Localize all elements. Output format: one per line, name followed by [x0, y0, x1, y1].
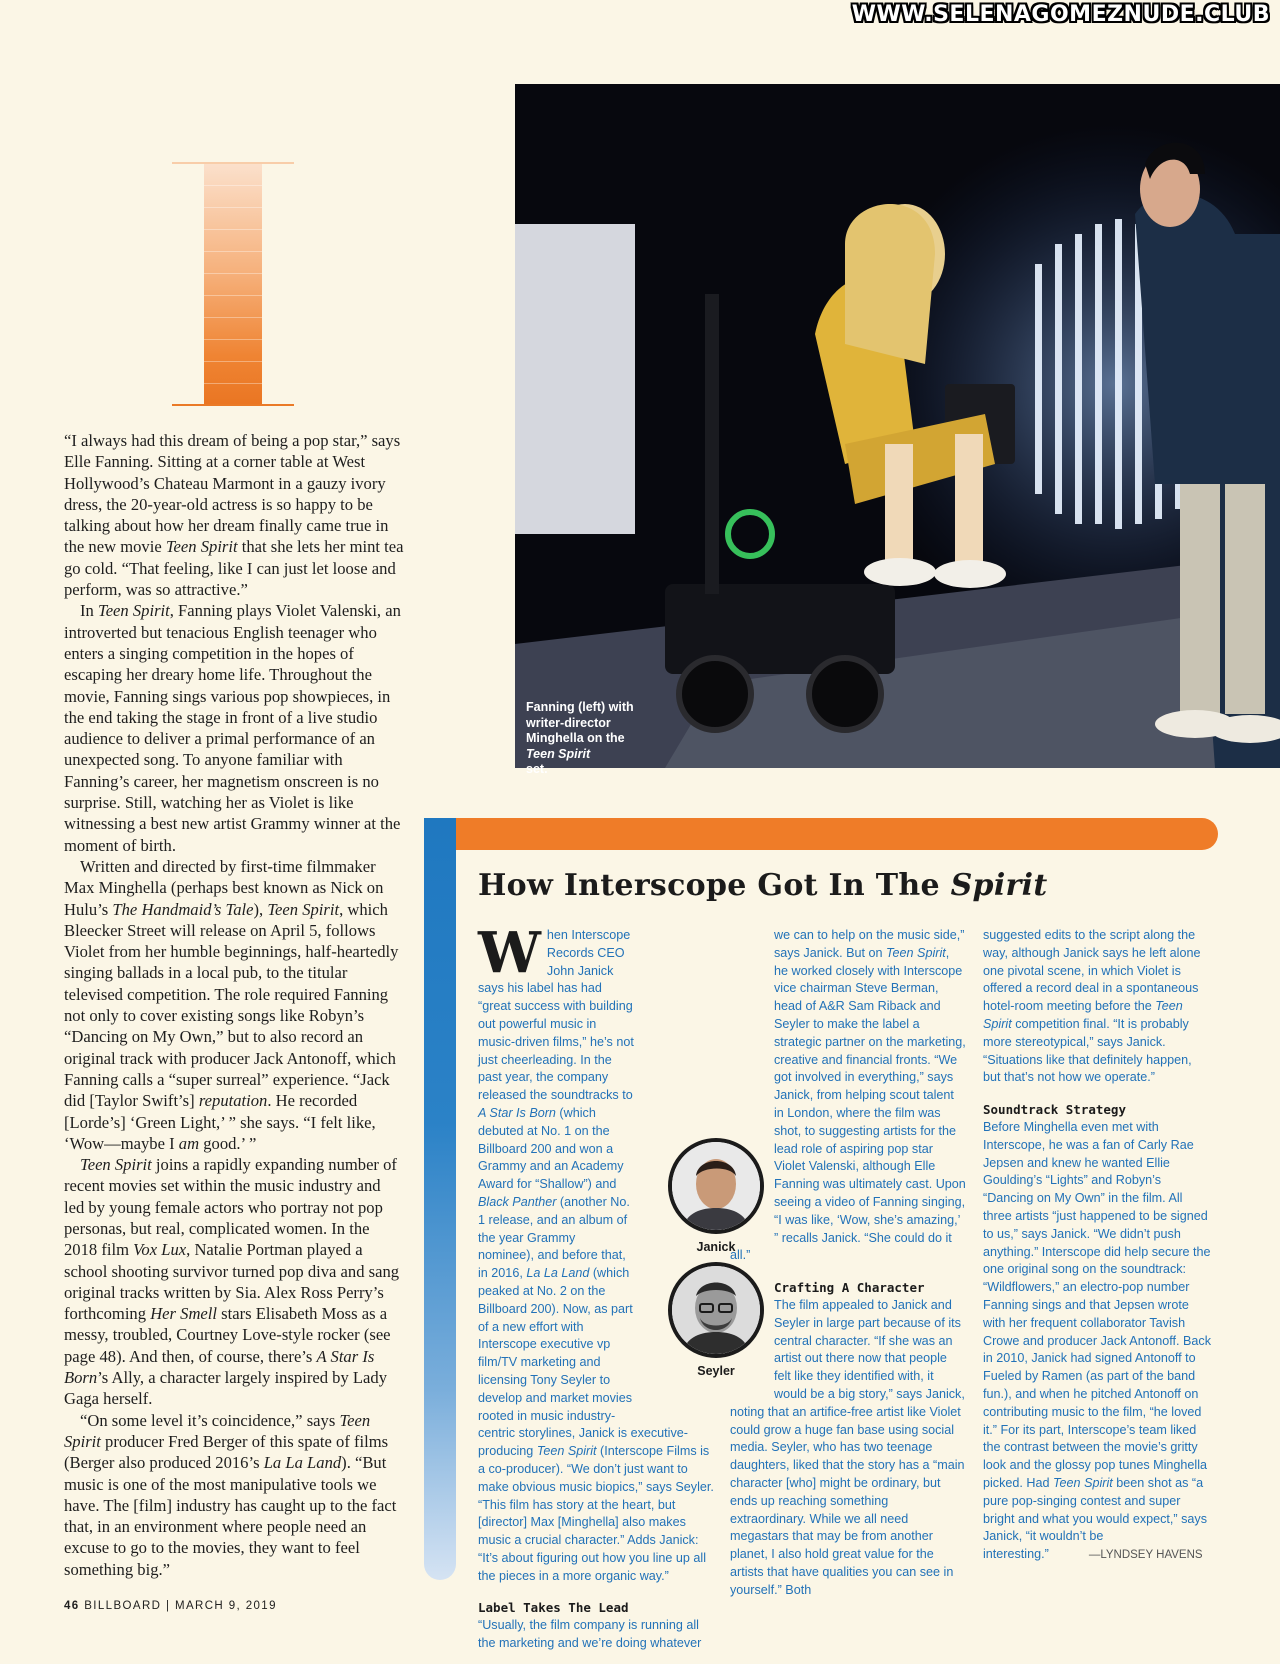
paragraph-italic-run: Teen Spirit — [97, 601, 170, 621]
dropcap-i-bottom-serif — [172, 404, 294, 406]
sidebar-col2-text-b — [730, 1297, 966, 1600]
caption-line — [526, 716, 646, 732]
paragraph-run: producer Fred Berger of this spate of films (Berger also produced 2016’s — [64, 1431, 389, 1473]
folio-separator: | — [165, 1600, 171, 1612]
paragraph-run: ), — [253, 899, 268, 919]
sidebar-column-2 — [730, 927, 966, 1599]
paragraph-italic-run: am — [178, 1133, 200, 1153]
caption-italic-run: Teen Spirit — [526, 746, 591, 761]
article-paragraph — [64, 1154, 404, 1410]
paragraph-run: , Fanning plays Violet Valenski, an introverted but tenacious English teenager who enters a singing competition in the hopes of escaping her dreary home life. Throughout the movie, Fanning sings various pop showpieces, in the end taking the stage in front of a live studio audience to deliver a primal performance of an unexpected song. To anyone familiar with Fanning’s career, her magnetism onscreen is no surprise. Still, watching her as Violet is like witnessing a best new artist Grammy winner at the moment of birth. — [64, 601, 401, 855]
paragraph-run: ). “But music is one of the most manipulative tools we have. The [film] industry has caught up to the fact that, in an environment where people need an excuse to go to the movies, they want to feel something big.” — [64, 1453, 397, 1579]
portrait-label-seyler: Seyler — [697, 1364, 735, 1378]
subhead-soundtrack-strategy: Soundtrack Strategy — [983, 1102, 1126, 1118]
text-run: Before Minghella even met with Interscope, he was a fan of Carly Rae Jepsen and knew he wanted Ellie Goulding’s “Lights” and Robyn’s “Dancing on My Own” in the film. All three artists “just happened to be signed to us,” says Janick. “We didn’t push anything.” Interscope did help secure the one original song on the soundtrack: “Wildflowers,” an electro-pop number Fanning sings and that Jepsen wrote with her frequent collaborator Tavish Crowe and producer Jack Antonoff. Back in 2010, Janick had signed Antonoff to Fueled by Ramen (as part of the band fun.), and when he pitched Antonoff on contributing music to the film, “he loved it.” For its part, Interscope’s team liked the contrast between the movie’s gritty look and the glossy pop tunes Minghella picked. Had — [983, 1119, 1211, 1490]
text-run: we can to help on the music side,” says Janick. But on — [774, 928, 965, 960]
paragraph-run: , Natalie Portman played a school shooting survivor turned pop diva and sang original tracks written by Sia. Alex Ross Perry’s forthcoming — [64, 1240, 400, 1324]
subhead-crafting-a-character: Crafting A Character — [774, 1280, 925, 1296]
sidebar-col3-runs-b — [983, 1120, 1211, 1561]
page-number: 46 — [64, 1600, 80, 1612]
paragraph-italic-run: Teen Spirit — [80, 1155, 152, 1175]
subhead-label-takes-the-lead: Label Takes The Lead — [478, 1600, 629, 1616]
sidebar-title-plain: How Interscope Got In The — [478, 868, 951, 903]
paragraph-run: In — [80, 601, 98, 621]
paragraph-italic-run: The Handmaid’s Tale — [112, 899, 254, 919]
caption-line — [526, 700, 646, 716]
portrait-seyler — [668, 1262, 764, 1358]
paragraph-run: . He recorded [Lorde’s] ‘Green Light,’ ” she says. “I felt like, ‘Wow—maybe I — [64, 1091, 376, 1153]
text-italic-run: Teen Spirit — [1053, 1475, 1113, 1490]
sidebar-blue-bar — [424, 818, 456, 1580]
paragraph-run: “On some level it’s coincidence,” says — [80, 1410, 340, 1430]
main-article-body — [64, 430, 404, 1580]
paragraph-italic-run: reputation — [198, 1091, 268, 1111]
portrait-label-janick: Janick — [696, 1240, 736, 1254]
paragraph-run: joins a rapidly expanding number of recent movies set within the music industry and led by young female actors who portray not pop personas, but real, complicated women. In the 2018 film — [64, 1155, 397, 1260]
sidebar-col1-continued — [478, 1617, 714, 1653]
set-photo-illustration — [515, 84, 1280, 768]
text-italic-run: Teen Spirit — [886, 945, 946, 960]
sidebar-col2-text-a — [730, 927, 966, 1265]
text-italic-run: Teen Spirit — [536, 1444, 597, 1459]
article-paragraph — [64, 430, 404, 600]
paragraph-italic-run: Teen Spirit — [165, 537, 238, 557]
set-photo — [515, 84, 1280, 768]
article-paragraph — [64, 856, 404, 1154]
paragraph-run: Written and directed by first-time filmmaker Max Minghella (perhaps best known as Nick on Hulu’s — [64, 856, 384, 919]
caption-run: Fanning (left) with — [526, 700, 634, 714]
text-run: “Usually, the film company is running all the marketing and we’re doing whatever — [478, 1618, 702, 1651]
portrait-janick — [668, 1138, 764, 1234]
issue-date: MARCH 9, 2019 — [174, 1600, 277, 1612]
caption-run: Minghella on the — [526, 731, 625, 745]
text-run: (which peaked at No. 2 on the Billboard 200). Now, as part of a new effort with Interscope executive vp film/TV marketing and licensing Tony Seyler to develop and market movies rooted in music industry-centric storylines, Janick is executive-producing — [478, 1266, 688, 1459]
sidebar-title-italic: Spirit — [950, 868, 1048, 903]
caption-run: writer-director — [526, 715, 611, 730]
text-run: , he worked closely with Interscope vice chairman Steve Berman, head of A&R Sam Riback and Seyler to make the label a strategic partner on the marketing, creative and financial fronts. “We got involved in everything,” says Janick, from helping scout talent in London, where the film was shot, to suggesting artists for the lead role of aspiring pop star Violet Valenski, although Elle Fanning was ultimately cast. Upon seeing a video of Fanning singing, “I was like, ‘Wow, she’s amazing,’ ” recalls Janick. “She could do it all.” — [730, 945, 966, 1263]
caption-line — [526, 731, 646, 747]
text-run: (Interscope Films is a co-producer). “We don’t just want to make obvious music biopics,” says Seyler. “This film has story at the heart, but [director] Max [Minghella] also makes music a crucial character.” Adds Janick: “It’s about figuring out how you line up all the pieces in a more organic way.” — [478, 1444, 714, 1583]
paragraph-italic-run: A Star Is Born — [64, 1346, 375, 1388]
sidebar-title — [478, 868, 1048, 903]
text-run: (which debuted at No. 1 on the Billboard 200 and won a Grammy and an Academy Award for “Shallow”) and — [478, 1105, 624, 1192]
paragraph-run: good.’ ” — [199, 1133, 257, 1153]
text-italic-run: Black Panther — [478, 1194, 557, 1209]
sidebar-orange-band — [456, 818, 1218, 850]
text-italic-run: A Star Is Born — [478, 1105, 556, 1120]
text-run: competition final. “It is probably more stereotypical,” says Janick. “Situations like that definitely happen, but that’s not how we operate.” — [983, 1016, 1192, 1085]
article-paragraph — [64, 1410, 404, 1580]
text-run: hen Interscope Records CEO John Janick says his label has had “great success with building out powerful music in music-driven films,” he’s not just cheerleading. In the past year, the company released the soundtracks to — [478, 928, 634, 1103]
caption-run: set. — [526, 762, 548, 776]
paragraph-run: that she lets her mint tea go cold. “That feeling, like I can just let loose and perform, was so attractive.” — [64, 537, 404, 600]
sidebar-col3-text-b — [983, 1119, 1211, 1565]
watermark: WWW.SELENAGOMEZNUDE.CLUB — [851, 2, 1270, 27]
text-run: been shot as “a pure pop-singing contest and super bright and what you would expect,” says Janick, “it wouldn’t be interesting.” — [983, 1475, 1208, 1562]
sidebar-column-3 — [983, 927, 1211, 1565]
text-italic-run: La La Land — [526, 1266, 590, 1281]
paragraph-italic-run: Teen Spirit — [64, 1410, 371, 1451]
paragraph-run: “I always had this dream of being a pop star,” says Elle Fanning. Sitting at a corner table at West Hollywood’s Chateau Marmont in a gauzy ivory dress, the 20-year-old actress is so happy to be talking about how her dream finally came true in the new movie — [64, 431, 401, 557]
portrait-seyler-illustration — [672, 1266, 760, 1354]
paragraph-italic-run: Teen Spirit — [267, 899, 340, 919]
paragraph-run: ’s Ally, a character largely inspired by Lady Gaga herself. — [64, 1368, 388, 1409]
paragraph-italic-run: Vox Lux — [133, 1240, 187, 1260]
text-run: The film appealed to Janick and Seyler in large part because of its central character. “If she was an artist out there now that people felt like they identified with, it would be a big story,” says Janick, noting that an artifice-free artist like Violet could grow a huge fan base using social media. Seyler, who has two teenage daughters, liked that the story has a “main character [who] might be ordinary, but ends up reaching something extraordinary. While we all need megastars that may be from another planet, I also hold great value for the artists that have qualities you can see in yourself.” Both — [730, 1297, 965, 1597]
paragraph-italic-run: La La Land — [263, 1453, 342, 1473]
photo-caption — [526, 700, 646, 778]
byline: —LYNDSEY HAVENS — [1088, 1549, 1203, 1562]
publication-name: BILLBOARD — [84, 1600, 162, 1612]
paragraph-run: stars Elisabeth Moss as a messy, troubled, Courtney Love-style rocker (see page 48). And then, of course, there’s — [64, 1304, 391, 1366]
article-paragraph — [64, 600, 404, 856]
text-italic-run: Teen Spirit — [983, 999, 1183, 1031]
dropcap-i — [172, 160, 294, 406]
dropcap-i-stem — [204, 164, 262, 404]
paragraph-run: , which Bleecker Street will release on April 5, follows Violet from her humble beginnings, half-heartedly singing ballads in a local pub, to the titular televised competition. The role required Fanning not only to cover existing songs like Robyn’s “Dancing on My Own,” but to also record an original track with producer Jack Antonoff, which Fanning calls a “super surreal” experience. “Jack did [Taylor Swift’s] — [64, 899, 399, 1111]
text-run: (another No. 1 release, and an album of the year Grammy nominee), and before that, in 2016, — [478, 1194, 630, 1281]
portrait-janick-illustration — [672, 1142, 760, 1230]
sidebar-col3-text-a — [983, 927, 1211, 1087]
paragraph-italic-run: Her Smell — [150, 1304, 218, 1324]
sidebar-dropcap: W — [478, 920, 541, 986]
text-run: suggested edits to the script along the way, although Janick says he left alone one pivotal scene, in which Violet is offered a record deal in a spontaneous hotel-room meeting before the — [983, 928, 1201, 1014]
caption-line — [526, 747, 646, 778]
page-folio — [64, 1600, 277, 1612]
